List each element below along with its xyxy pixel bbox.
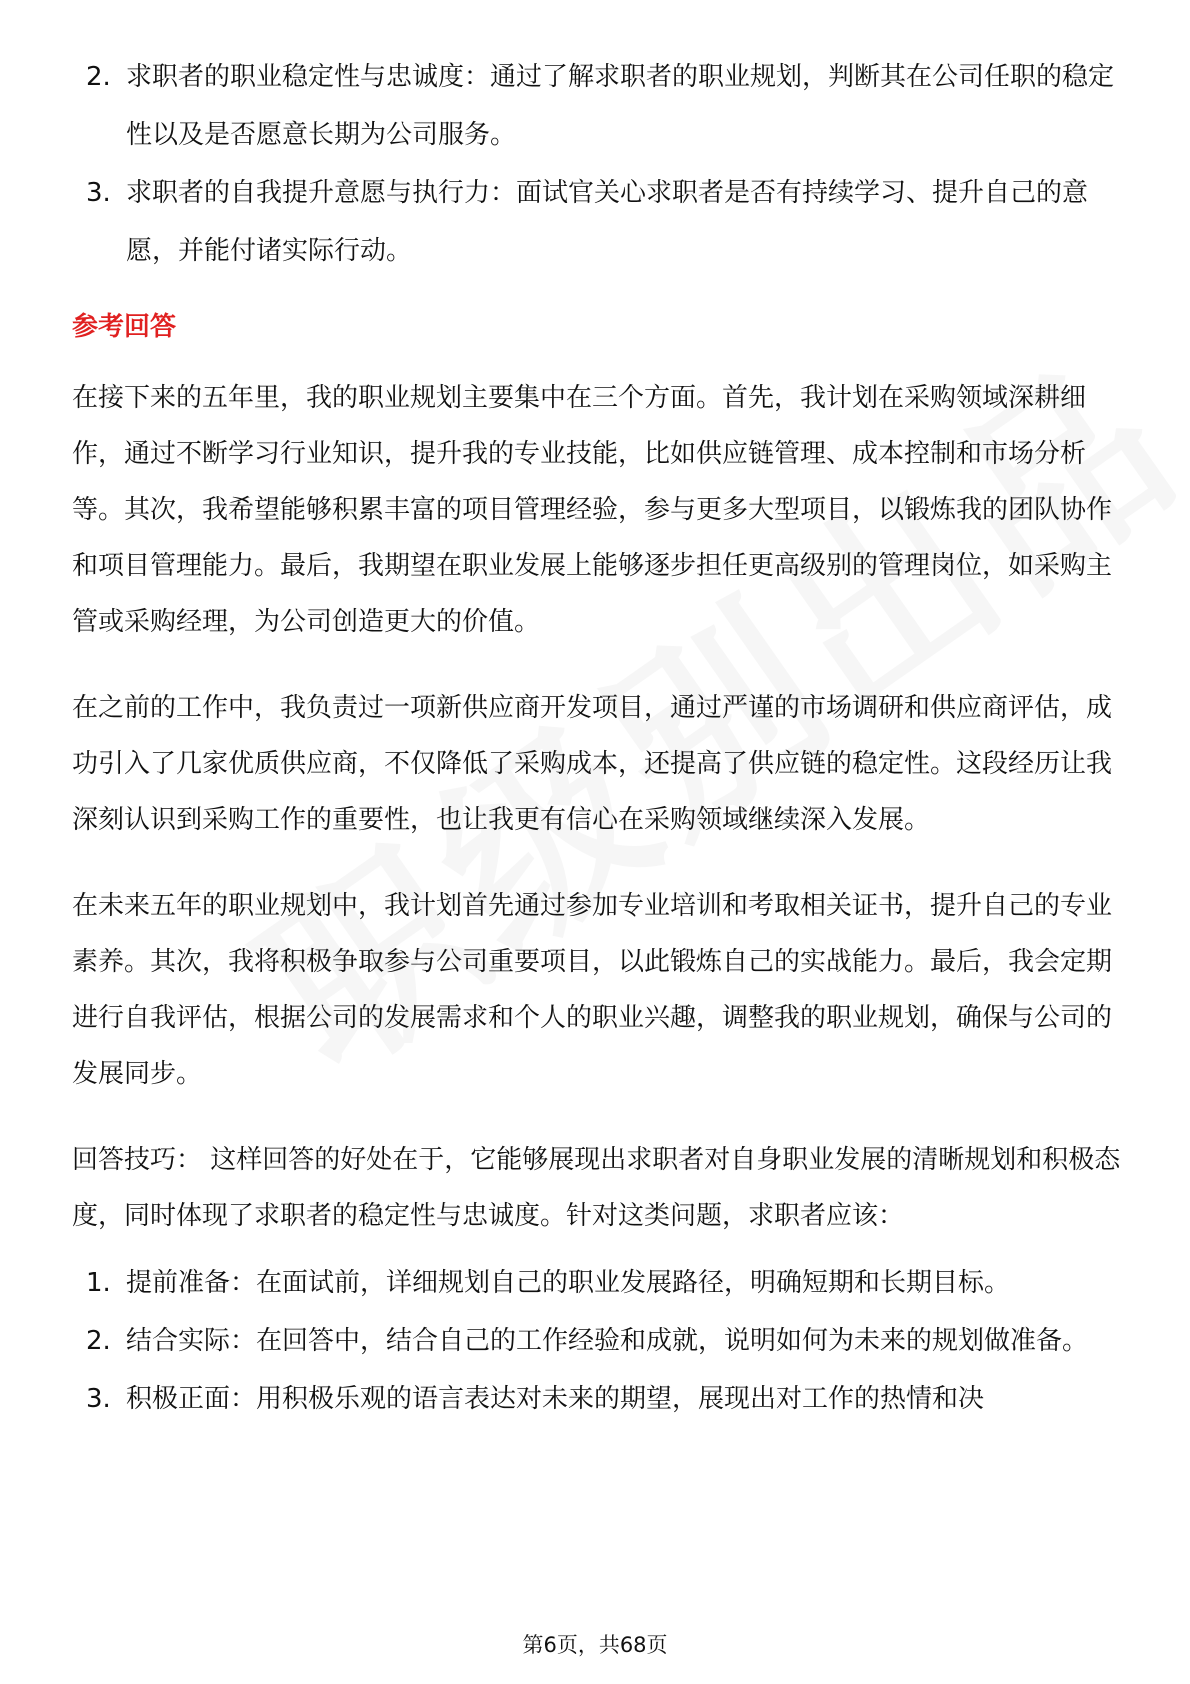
page-footer: 第6页，共68页 [522, 1633, 668, 1657]
list-item [72, 1312, 1122, 1370]
list-item-text: 积极正面：用积极乐观的语言表达对未来的期望，展现出对工作的热情和决 [126, 1384, 985, 1414]
answer-paragraph: 在接下来的五年里，我的职业规划主要集中在三个方面。首先，我计划在采购领域深耕细作，通过不断学习行业知识，提升我的专业技能，比如供应链管理、成本控制和市场分析等。其次，我希望能够积累丰富的项目管理经验，参与更多大型项目，以锻炼我的团队协作和项目管理能力。最后，我期望在职业发展上能够逐步担任更高级别的管理岗位，如采购主管或采购经理，为公司创造更大的价值。 [72, 383, 1113, 637]
section-heading: 参考回答 [72, 312, 177, 342]
tips-list [72, 1254, 1122, 1428]
list-number: 1. [86, 1268, 111, 1298]
list-item-text: 求职者的职业稳定性与忠诚度：通过了解求职者的职业规划，判断其在公司任职的稳定性以及是否愿意长期为公司服务。 [126, 62, 1115, 150]
list-number: 2. [86, 62, 111, 92]
criteria-list [72, 48, 1122, 280]
list-item-text: 求职者的自我提升意愿与执行力：面试官关心求职者是否有持续学习、提升自己的意愿，并能付诸实际行动。 [126, 178, 1089, 266]
answer-paragraph: 在未来五年的职业规划中，我计划首先通过参加专业培训和考取相关证书，提升自己的专业素养。其次，我将积极争取参与公司重要项目，以此锻炼自己的实战能力。最后，我会定期进行自我评估，根据公司的发展需求和个人的职业兴趣，调整我的职业规划，确保与公司的发展同步。 [72, 891, 1113, 1089]
answer-paragraph: 在之前的工作中，我负责过一项新供应商开发项目，通过严谨的市场调研和供应商评估，成功引入了几家优质供应商，不仅降低了采购成本，还提高了供应链的稳定性。这段经历让我深刻认识到采购工作的重要性，也让我更有信心在采购领域继续深入发展。 [72, 693, 1113, 835]
list-item [72, 1370, 1122, 1428]
list-item [72, 164, 1122, 280]
list-item-text: 结合实际：在回答中，结合自己的工作经验和成就，说明如何为未来的规划做准备。 [126, 1326, 1089, 1356]
page-content [72, 48, 1122, 1428]
list-item [72, 48, 1122, 164]
list-number: 3. [86, 1384, 111, 1414]
list-item-text: 提前准备：在面试前，详细规划自己的职业发展路径，明确短期和长期目标。 [126, 1268, 1011, 1298]
list-number: 3. [86, 178, 111, 208]
list-item [72, 1254, 1122, 1312]
answer-tips: 回答技巧： 这样回答的好处在于，它能够展现出求职者对自身职业发展的清晰规划和积极态度，同时体现了求职者的稳定性与忠诚度。针对这类问题，求职者应该： [72, 1145, 1121, 1231]
list-number: 2. [86, 1326, 111, 1356]
